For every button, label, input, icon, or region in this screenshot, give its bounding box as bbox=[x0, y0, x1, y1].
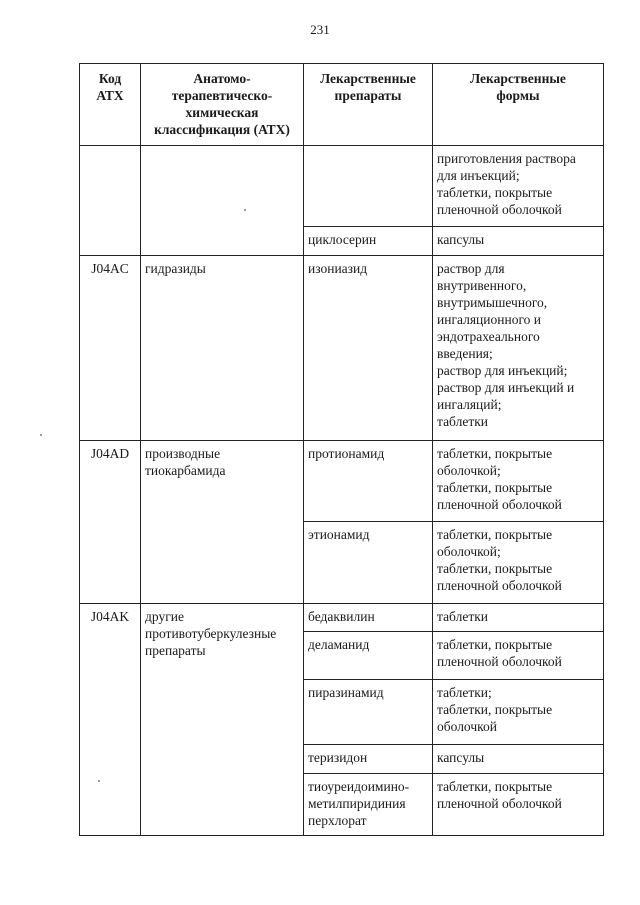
code-cell bbox=[80, 146, 141, 256]
forms-cell: таблетки, покрытые пленочной оболочкой bbox=[433, 774, 604, 836]
forms-cell: таблетки, покрытые пленочной оболочкой bbox=[433, 632, 604, 680]
header-code: Код АТХ bbox=[80, 64, 141, 146]
header-drugs: Лекарственные препараты bbox=[304, 64, 433, 146]
forms-cell: приготовления раствора для инъекций; таблетки, покрытые пленочной оболочкой bbox=[433, 146, 604, 227]
table-row bbox=[80, 441, 604, 522]
forms-cell: таблетки, покрытые оболочкой; таблетки, покрытые пленочной оболочкой bbox=[433, 441, 604, 522]
page-number: 231 bbox=[310, 22, 330, 37]
forms-cell: таблетки bbox=[433, 604, 604, 632]
drug-cell: изониазид bbox=[304, 256, 433, 441]
table-row bbox=[80, 146, 604, 227]
classification-cell bbox=[141, 146, 304, 256]
forms-cell: таблетки, покрытые оболочкой; таблетки, покрытые пленочной оболочкой bbox=[433, 522, 604, 604]
drug-cell bbox=[304, 146, 433, 227]
table-row bbox=[80, 256, 604, 441]
atc-table bbox=[79, 63, 604, 836]
drug-cell: пиразинамид bbox=[304, 680, 433, 745]
header-forms: Лекарственные формы bbox=[433, 64, 604, 146]
scan-speck bbox=[98, 780, 100, 782]
drug-cell: бедаквилин bbox=[304, 604, 433, 632]
atc-code: J04AK bbox=[80, 604, 141, 836]
drug-cell: тиоуреидоимино- метилпиридиния перхлорат bbox=[304, 774, 433, 836]
drug-cell: протионамид bbox=[304, 441, 433, 522]
drug-cell: теризидон bbox=[304, 745, 433, 774]
scan-speck bbox=[40, 434, 42, 436]
drug-cell: этионамид bbox=[304, 522, 433, 604]
table-header-row bbox=[80, 64, 604, 146]
drug-cell: деламанид bbox=[304, 632, 433, 680]
atc-code: J04AC bbox=[80, 256, 141, 441]
scan-speck bbox=[244, 209, 246, 211]
classification-cell: другие противотуберкулезные препараты bbox=[141, 604, 304, 836]
atc-code: J04AD bbox=[80, 441, 141, 604]
classification-cell: производные тиокарбамида bbox=[141, 441, 304, 604]
header-classification: Анатомо- терапевтическо- химическая классификация (АТХ) bbox=[141, 64, 304, 146]
forms-cell: таблетки; таблетки, покрытые оболочкой bbox=[433, 680, 604, 745]
forms-cell: капсулы bbox=[433, 227, 604, 256]
forms-cell: раствор для внутривенного, внутримышечного, ингаляционного и эндотрахеального введения; раствор для инъекций; раствор для инъекций и ингаляций; таблетки bbox=[433, 256, 604, 441]
table-row bbox=[80, 604, 604, 632]
forms-cell: капсулы bbox=[433, 745, 604, 774]
drug-cell: циклосерин bbox=[304, 227, 433, 256]
classification-cell: гидразиды bbox=[141, 256, 304, 441]
